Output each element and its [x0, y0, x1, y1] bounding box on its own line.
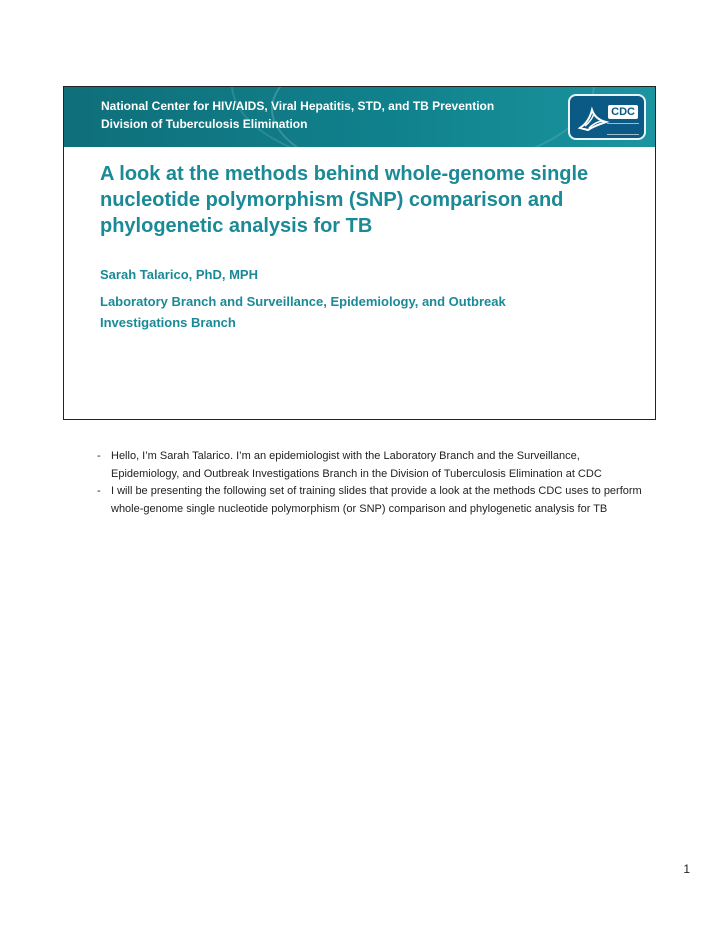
cdc-logo-text: CDC — [608, 105, 638, 119]
notes-item — [97, 448, 642, 483]
speaker-notes — [97, 448, 642, 518]
notes-bullet: - — [97, 450, 101, 462]
presenter-name: Sarah Talarico, PhD, MPH — [100, 267, 258, 282]
slide-header-banner — [64, 87, 655, 147]
slide-thumbnail — [63, 86, 656, 420]
presenter-affiliation: Laboratory Branch and Surveillance, Epidemiology, and Outbreak Investigations Branch — [100, 294, 506, 330]
cdc-logo — [568, 94, 646, 140]
hhs-eagle-icon — [576, 102, 610, 134]
notes-text: Hello, I’m Sarah Talarico. I’m an epidemiologist with the Laboratory Branch and the Surveillance, Epidemiology, and Outbreak Investigations Branch in the Division of Tuberculosis Elimination at CDC — [111, 450, 602, 480]
notes-text: I will be presenting the following set of training slides that provide a look at the methods CDC uses to perform whole-genome single nucleotide polymorphism (or SNP) comparison and phylogenetic analysis for TB — [111, 485, 642, 515]
slide-title: A look at the methods behind whole-genome single nucleotide polymorphism (SNP) comparison and phylogenetic analysis for TB — [100, 163, 589, 237]
header-division-name: Division of Tuberculosis Elimination — [101, 117, 308, 131]
notes-item — [97, 483, 642, 518]
notes-bullet: - — [97, 485, 101, 497]
header-center-name: National Center for HIV/AIDS, Viral Hepatitis, STD, and TB Prevention — [101, 99, 495, 113]
page-number: 1 — [683, 862, 690, 876]
